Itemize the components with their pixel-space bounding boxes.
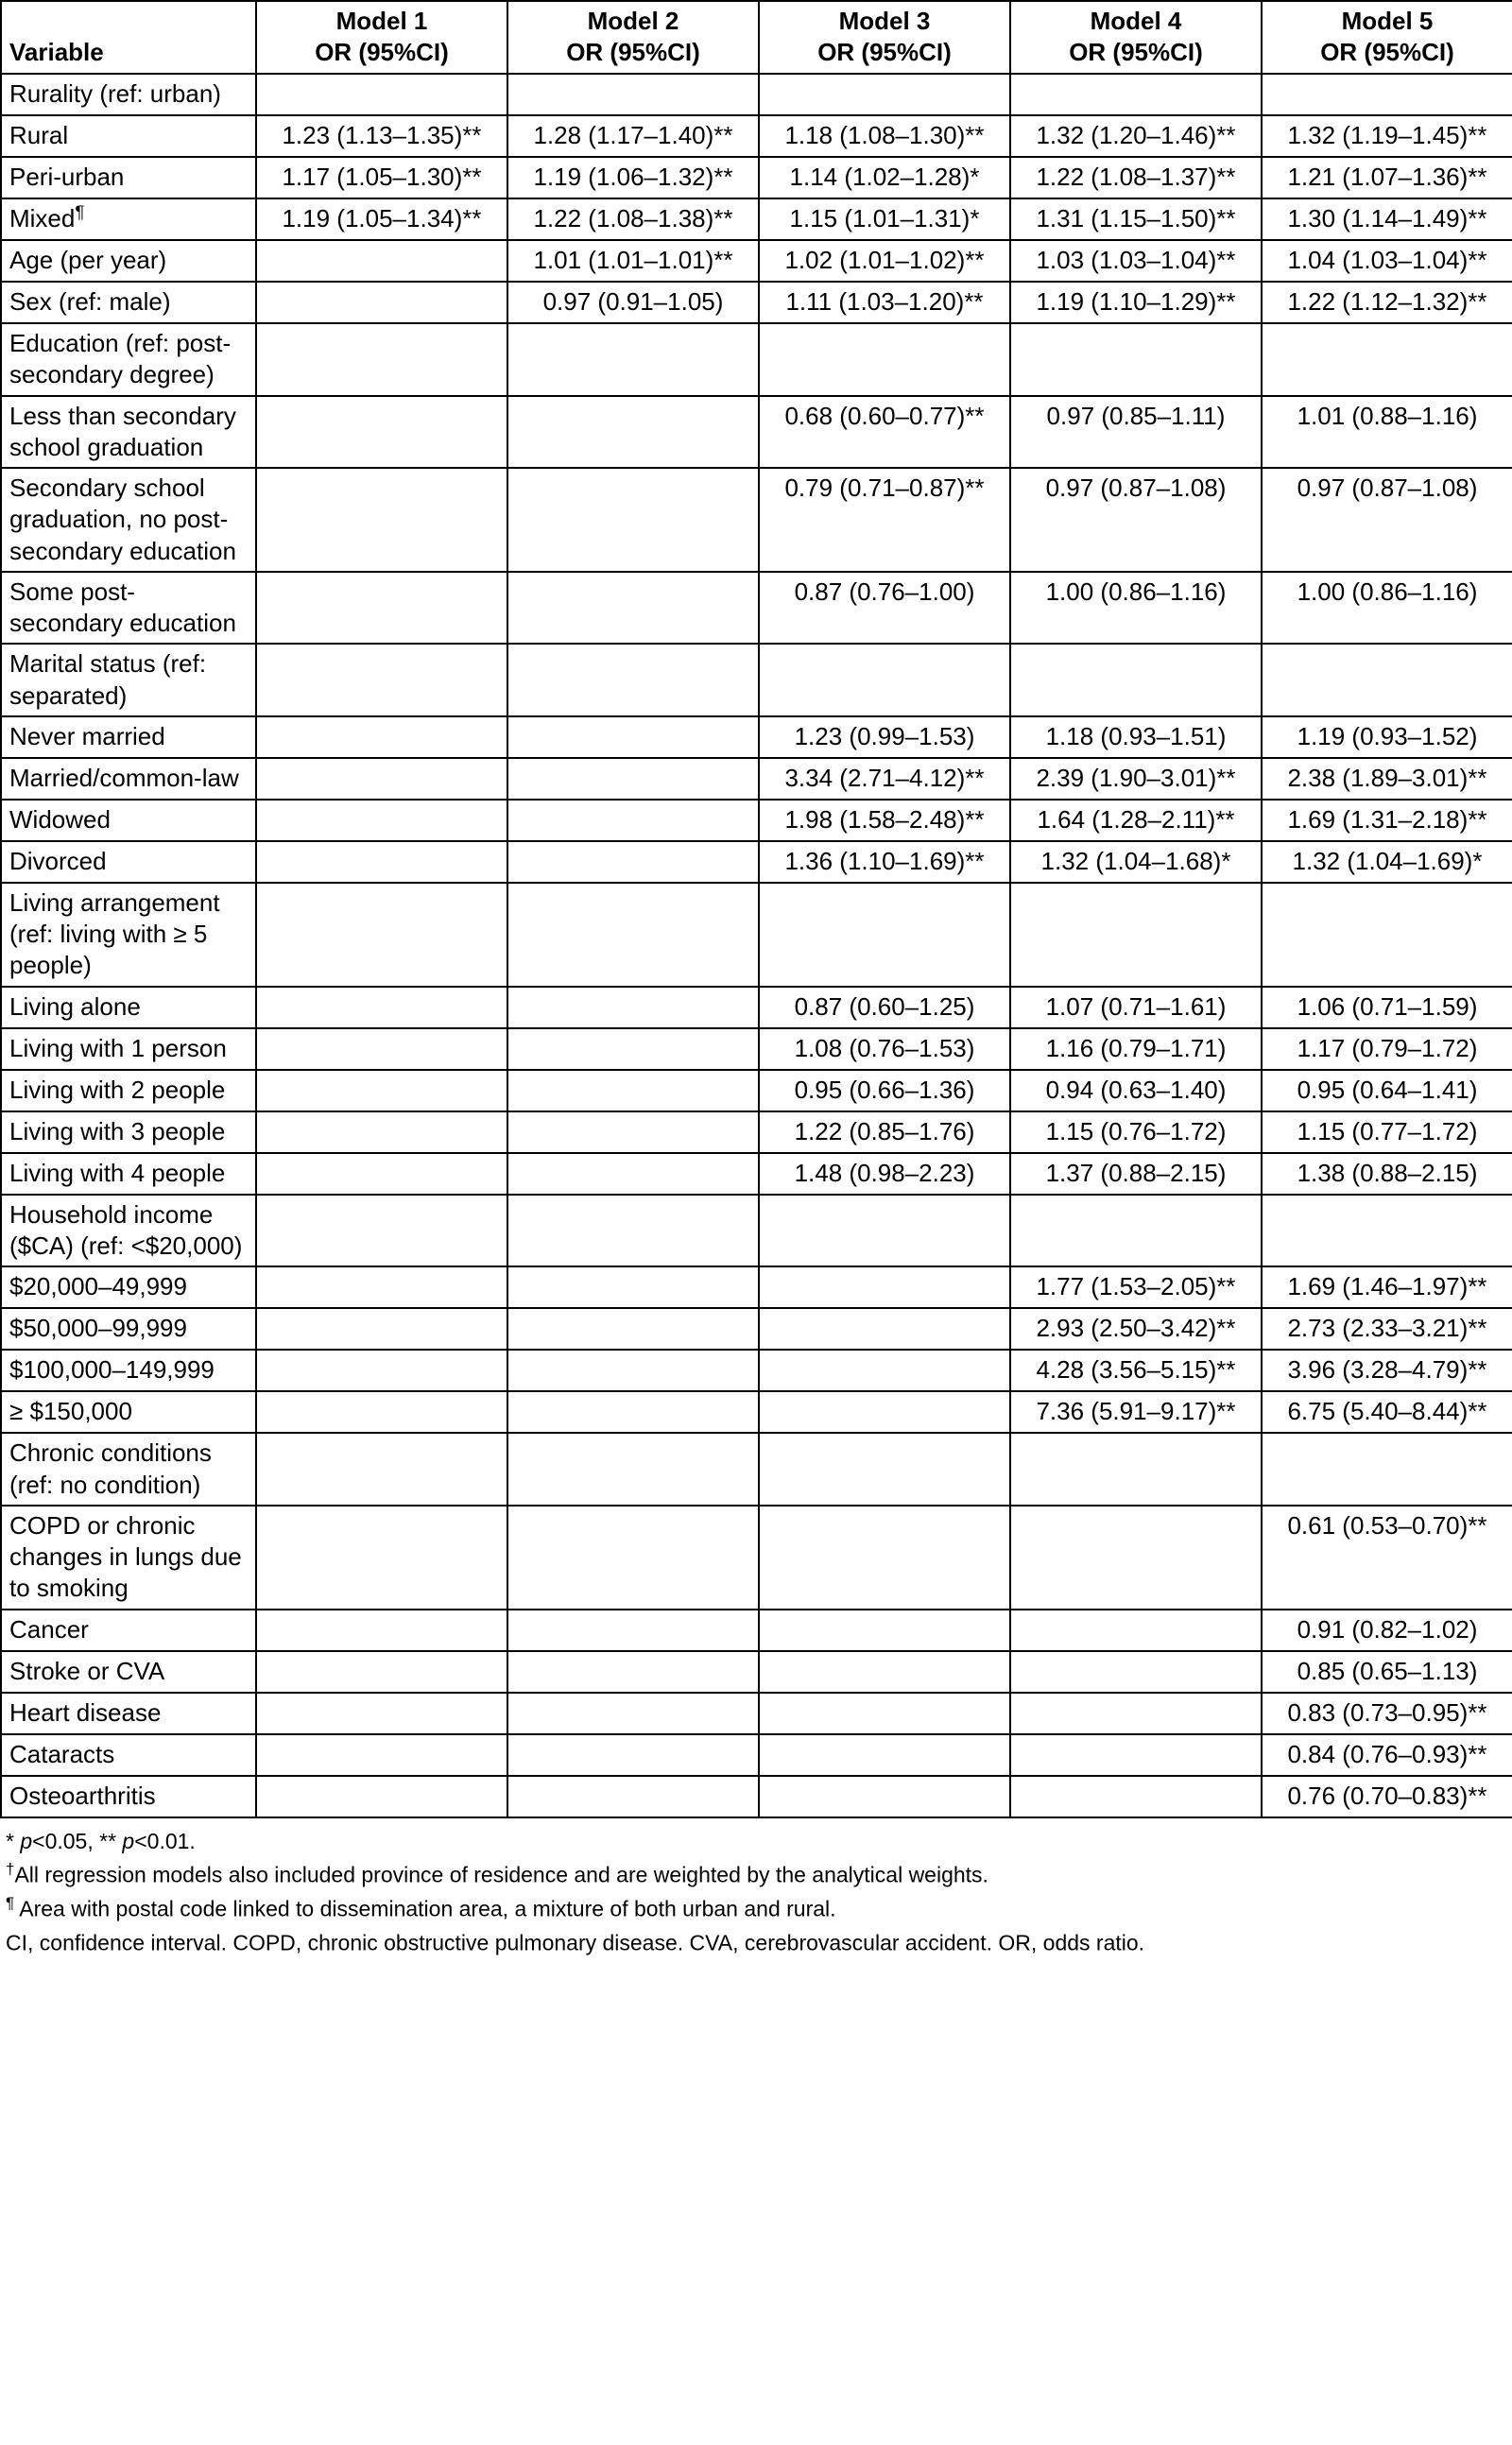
cell-model-2	[507, 1028, 759, 1070]
column-header-model-1	[256, 1, 507, 74]
row-item-label: Living with 2 people	[1, 1070, 256, 1111]
cell-model-5: 3.96 (3.28–4.79)**	[1262, 1350, 1512, 1391]
footnote-line-3-text: CI, confidence interval. COPD, chronic obstructive pulmonary disease. CVA, cerebrovascular accident. OR, odds ratio.	[6, 1930, 1145, 1955]
cell-model-4: 1.07 (0.71–1.61)	[1010, 987, 1262, 1028]
cell-model-3: 0.68 (0.60–0.77)**	[759, 396, 1010, 469]
table-row	[1, 800, 1512, 841]
cell-model-3: 0.87 (0.76–1.00)	[759, 572, 1010, 645]
footnote-significance	[6, 1826, 1512, 1857]
cell-model-1	[256, 1111, 507, 1153]
cell-model-1	[256, 572, 507, 645]
column-header-model-4-sub: OR (95%CI)	[1069, 37, 1203, 66]
cell-model-1	[256, 1610, 507, 1651]
cell-model-3: 1.36 (1.10–1.69)**	[759, 841, 1010, 883]
table-row	[1, 1070, 1512, 1111]
row-group-label: Rurality (ref: urban)	[1, 74, 256, 115]
cell-model-1	[256, 468, 507, 572]
cell-model-2	[507, 987, 759, 1028]
table-row	[1, 1651, 1512, 1693]
table-body	[1, 74, 1512, 1817]
cell-model-2	[507, 1610, 759, 1651]
row-item-label: Never married	[1, 716, 256, 758]
row-group-label: Marital status (ref: separated)	[1, 644, 256, 716]
cell-model-1	[256, 1693, 507, 1734]
cell-model-2	[507, 1776, 759, 1817]
row-group-label: Living arrangement (ref: living with ≥ 5 people)	[1, 883, 256, 987]
table-row	[1, 1195, 1512, 1267]
row-item-label: $20,000–49,999	[1, 1266, 256, 1308]
cell-model-2: 1.28 (1.17–1.40)**	[507, 115, 759, 157]
cell-model-5: 0.83 (0.73–0.95)**	[1262, 1693, 1512, 1734]
footnote-p-italic-2: p	[122, 1828, 135, 1853]
cell-model-2	[507, 800, 759, 841]
column-header-model-3-sub: OR (95%CI)	[817, 37, 952, 66]
row-item-label: Cancer	[1, 1610, 256, 1651]
column-header-model-2-title: Model 2	[587, 7, 679, 35]
row-item-label: Stroke or CVA	[1, 1651, 256, 1693]
cell-model-2: 1.22 (1.08–1.38)**	[507, 198, 759, 240]
cell-model-4	[1010, 883, 1262, 987]
cell-model-2: 1.19 (1.06–1.32)**	[507, 157, 759, 198]
row-item-label: Living with 1 person	[1, 1028, 256, 1070]
footnote-line-1	[6, 1857, 1512, 1891]
column-header-model-5-title: Model 5	[1341, 7, 1434, 35]
cell-model-5: 1.69 (1.31–2.18)**	[1262, 800, 1512, 841]
cell-model-3: 1.18 (1.08–1.30)**	[759, 115, 1010, 157]
cell-model-4: 1.37 (0.88–2.15)	[1010, 1153, 1262, 1195]
table-row	[1, 1028, 1512, 1070]
column-header-model-3-title: Model 3	[838, 7, 931, 35]
cell-model-3	[759, 1506, 1010, 1610]
cell-model-5: 0.97 (0.87–1.08)	[1262, 468, 1512, 572]
cell-model-1	[256, 74, 507, 115]
cell-model-3	[759, 1734, 1010, 1776]
cell-model-4	[1010, 1506, 1262, 1610]
cell-model-1	[256, 1308, 507, 1350]
footnote-line-2-text: Area with postal code linked to dissemination area, a mixture of both urban and rural.	[14, 1896, 836, 1921]
cell-model-4: 1.15 (0.76–1.72)	[1010, 1111, 1262, 1153]
cell-model-3: 1.08 (0.76–1.53)	[759, 1028, 1010, 1070]
cell-model-5	[1262, 74, 1512, 115]
cell-model-3	[759, 323, 1010, 396]
column-header-model-4	[1010, 1, 1262, 74]
cell-model-2	[507, 1693, 759, 1734]
cell-model-4: 7.36 (5.91–9.17)**	[1010, 1391, 1262, 1433]
cell-model-3: 1.11 (1.03–1.20)**	[759, 282, 1010, 323]
cell-model-5	[1262, 323, 1512, 396]
row-item-label: COPD or chronic changes in lungs due to smoking	[1, 1506, 256, 1610]
cell-model-1	[256, 1070, 507, 1111]
cell-model-4: 1.31 (1.15–1.50)**	[1010, 198, 1262, 240]
cell-model-2	[507, 1391, 759, 1433]
cell-model-5: 1.32 (1.04–1.69)*	[1262, 841, 1512, 883]
table-header	[1, 1, 1512, 74]
cell-model-1	[256, 1506, 507, 1610]
cell-model-5	[1262, 1433, 1512, 1506]
cell-model-3	[759, 1433, 1010, 1506]
cell-model-2	[507, 716, 759, 758]
cell-model-5: 1.21 (1.07–1.36)**	[1262, 157, 1512, 198]
table-row	[1, 74, 1512, 115]
cell-model-5: 2.73 (2.33–3.21)**	[1262, 1308, 1512, 1350]
table-row	[1, 115, 1512, 157]
table-row	[1, 841, 1512, 883]
cell-model-3: 0.79 (0.71–0.87)**	[759, 468, 1010, 572]
table-row	[1, 282, 1512, 323]
cell-model-2	[507, 1506, 759, 1610]
cell-model-5: 1.22 (1.12–1.32)**	[1262, 282, 1512, 323]
cell-model-3	[759, 1651, 1010, 1693]
row-item-label: $100,000–149,999	[1, 1350, 256, 1391]
cell-model-3	[759, 74, 1010, 115]
cell-model-4: 0.97 (0.87–1.08)	[1010, 468, 1262, 572]
cell-model-3	[759, 1195, 1010, 1267]
cell-model-1	[256, 800, 507, 841]
cell-model-4	[1010, 1433, 1262, 1506]
cell-model-2	[507, 1266, 759, 1308]
row-item-label: Cataracts	[1, 1734, 256, 1776]
table-footnotes	[0, 1818, 1512, 1965]
cell-model-2	[507, 1308, 759, 1350]
cell-model-2	[507, 1350, 759, 1391]
cell-model-4: 2.39 (1.90–3.01)**	[1010, 758, 1262, 800]
footnote-p-value-1: <0.05, **	[32, 1828, 123, 1853]
row-item-label: Some post-secondary education	[1, 572, 256, 645]
row-item-label: Secondary school graduation, no post-secondary education	[1, 468, 256, 572]
row-group-label: Age (per year)	[1, 240, 256, 282]
cell-model-4: 1.32 (1.04–1.68)*	[1010, 841, 1262, 883]
cell-model-3: 3.34 (2.71–4.12)**	[759, 758, 1010, 800]
cell-model-5: 0.76 (0.70–0.83)**	[1262, 1776, 1512, 1817]
cell-model-2	[507, 883, 759, 987]
table-row	[1, 1111, 1512, 1153]
cell-model-1	[256, 644, 507, 716]
column-header-model-1-title: Model 1	[335, 7, 428, 35]
cell-model-5: 1.06 (0.71–1.59)	[1262, 987, 1512, 1028]
column-header-model-4-title: Model 4	[1090, 7, 1182, 35]
cell-model-3	[759, 1266, 1010, 1308]
cell-model-2	[507, 323, 759, 396]
table-row	[1, 716, 1512, 758]
cell-model-4: 0.94 (0.63–1.40)	[1010, 1070, 1262, 1111]
cell-model-5: 0.84 (0.76–0.93)**	[1262, 1734, 1512, 1776]
cell-model-4: 1.00 (0.86–1.16)	[1010, 572, 1262, 645]
cell-model-4: 1.32 (1.20–1.46)**	[1010, 115, 1262, 157]
cell-model-1	[256, 1776, 507, 1817]
cell-model-4	[1010, 1651, 1262, 1693]
row-group-label: Sex (ref: male)	[1, 282, 256, 323]
cell-model-5: 1.69 (1.46–1.97)**	[1262, 1266, 1512, 1308]
row-item-label: Osteoarthritis	[1, 1776, 256, 1817]
row-item-label: $50,000–99,999	[1, 1308, 256, 1350]
footnote-line-1-marker: †	[6, 1859, 15, 1878]
footnote-star-marker: *	[6, 1828, 21, 1853]
cell-model-3: 0.87 (0.60–1.25)	[759, 987, 1010, 1028]
cell-model-4	[1010, 1734, 1262, 1776]
row-group-label: Education (ref: post-secondary degree)	[1, 323, 256, 396]
row-item-label: Peri-urban	[1, 157, 256, 198]
cell-model-5: 2.38 (1.89–3.01)**	[1262, 758, 1512, 800]
cell-model-2	[507, 1433, 759, 1506]
cell-model-1	[256, 240, 507, 282]
cell-model-5	[1262, 644, 1512, 716]
cell-model-1	[256, 883, 507, 987]
cell-model-3: 1.23 (0.99–1.53)	[759, 716, 1010, 758]
table-row	[1, 1734, 1512, 1776]
column-header-model-5	[1262, 1, 1512, 74]
row-item-label: Married/common-law	[1, 758, 256, 800]
cell-model-1	[256, 1153, 507, 1195]
cell-model-4	[1010, 644, 1262, 716]
cell-model-1	[256, 1734, 507, 1776]
table-row	[1, 644, 1512, 716]
cell-model-1	[256, 758, 507, 800]
cell-model-3	[759, 1610, 1010, 1651]
cell-model-4: 1.77 (1.53–2.05)**	[1010, 1266, 1262, 1308]
table-row	[1, 1391, 1512, 1433]
cell-model-1	[256, 323, 507, 396]
cell-model-5: 1.00 (0.86–1.16)	[1262, 572, 1512, 645]
cell-model-3: 0.95 (0.66–1.36)	[759, 1070, 1010, 1111]
column-header-variable	[1, 1, 256, 74]
column-header-model-2-sub: OR (95%CI)	[566, 37, 700, 66]
table-row	[1, 1693, 1512, 1734]
cell-model-3	[759, 1350, 1010, 1391]
cell-model-2: 1.01 (1.01–1.01)**	[507, 240, 759, 282]
table-row	[1, 572, 1512, 645]
cell-model-5: 1.01 (0.88–1.16)	[1262, 396, 1512, 469]
footnote-marker: ¶	[75, 201, 85, 222]
row-item-label: Living alone	[1, 987, 256, 1028]
cell-model-5: 1.32 (1.19–1.45)**	[1262, 115, 1512, 157]
cell-model-4: 1.18 (0.93–1.51)	[1010, 716, 1262, 758]
table-row	[1, 1308, 1512, 1350]
cell-model-1: 1.17 (1.05–1.30)**	[256, 157, 507, 198]
footnote-line-3	[6, 1925, 1512, 1959]
cell-model-2	[507, 1195, 759, 1267]
cell-model-1	[256, 1028, 507, 1070]
cell-model-5: 0.61 (0.53–0.70)**	[1262, 1506, 1512, 1610]
cell-model-4	[1010, 1610, 1262, 1651]
cell-model-4: 1.64 (1.28–2.11)**	[1010, 800, 1262, 841]
cell-model-2	[507, 758, 759, 800]
cell-model-5: 1.38 (0.88–2.15)	[1262, 1153, 1512, 1195]
cell-model-5: 1.30 (1.14–1.49)**	[1262, 198, 1512, 240]
cell-model-4	[1010, 74, 1262, 115]
footnote-line-2	[6, 1891, 1512, 1925]
cell-model-3: 1.15 (1.01–1.31)*	[759, 198, 1010, 240]
cell-model-2	[507, 841, 759, 883]
cell-model-1: 1.23 (1.13–1.35)**	[256, 115, 507, 157]
table-row	[1, 1433, 1512, 1506]
row-item-label: Living with 3 people	[1, 1111, 256, 1153]
cell-model-1: 1.19 (1.05–1.34)**	[256, 198, 507, 240]
table-row	[1, 396, 1512, 469]
table-row	[1, 157, 1512, 198]
row-item-label: Widowed	[1, 800, 256, 841]
cell-model-1	[256, 1350, 507, 1391]
cell-model-5: 1.19 (0.93–1.52)	[1262, 716, 1512, 758]
table-row	[1, 1610, 1512, 1651]
table-row	[1, 1506, 1512, 1610]
cell-model-4: 4.28 (3.56–5.15)**	[1010, 1350, 1262, 1391]
table-row	[1, 987, 1512, 1028]
cell-model-1	[256, 716, 507, 758]
cell-model-4: 1.22 (1.08–1.37)**	[1010, 157, 1262, 198]
cell-model-2	[507, 1070, 759, 1111]
cell-model-3	[759, 1776, 1010, 1817]
cell-model-1	[256, 987, 507, 1028]
cell-model-5: 1.17 (0.79–1.72)	[1262, 1028, 1512, 1070]
cell-model-3: 1.48 (0.98–2.23)	[759, 1153, 1010, 1195]
cell-model-1	[256, 1433, 507, 1506]
cell-model-2	[507, 1111, 759, 1153]
cell-model-3	[759, 1391, 1010, 1433]
cell-model-2: 0.97 (0.91–1.05)	[507, 282, 759, 323]
cell-model-3: 1.14 (1.02–1.28)*	[759, 157, 1010, 198]
table-row	[1, 1266, 1512, 1308]
cell-model-3: 1.98 (1.58–2.48)**	[759, 800, 1010, 841]
column-header-model-2	[507, 1, 759, 74]
table-row	[1, 1153, 1512, 1195]
cell-model-4	[1010, 1693, 1262, 1734]
cell-model-5	[1262, 883, 1512, 987]
cell-model-5: 1.15 (0.77–1.72)	[1262, 1111, 1512, 1153]
cell-model-3: 1.22 (0.85–1.76)	[759, 1111, 1010, 1153]
cell-model-5	[1262, 1195, 1512, 1267]
cell-model-2	[507, 396, 759, 469]
row-item-label: Divorced	[1, 841, 256, 883]
cell-model-2	[507, 1734, 759, 1776]
footnote-line-1-text: All regression models also included province of residence and are weighted by the analytical weights.	[14, 1862, 988, 1887]
column-header-variable-label: Variable	[9, 37, 104, 66]
footnote-line-2-marker: ¶	[6, 1893, 15, 1912]
cell-model-5: 0.91 (0.82–1.02)	[1262, 1610, 1512, 1651]
cell-model-2	[507, 1153, 759, 1195]
cell-model-3: 1.02 (1.01–1.02)**	[759, 240, 1010, 282]
cell-model-4	[1010, 1195, 1262, 1267]
cell-model-4: 1.19 (1.10–1.29)**	[1010, 282, 1262, 323]
cell-model-3	[759, 1308, 1010, 1350]
row-item-label: ≥ $150,000	[1, 1391, 256, 1433]
header-row	[1, 1, 1512, 74]
cell-model-1	[256, 1195, 507, 1267]
cell-model-4: 1.16 (0.79–1.71)	[1010, 1028, 1262, 1070]
cell-model-1	[256, 841, 507, 883]
cell-model-1	[256, 1391, 507, 1433]
row-item-label: Mixed¶	[1, 198, 256, 240]
table-row	[1, 883, 1512, 987]
cell-model-2	[507, 1651, 759, 1693]
cell-model-1	[256, 1651, 507, 1693]
column-header-model-1-sub: OR (95%CI)	[315, 37, 449, 66]
cell-model-1	[256, 1266, 507, 1308]
row-group-label: Chronic conditions (ref: no condition)	[1, 1433, 256, 1506]
table-row	[1, 1776, 1512, 1817]
cell-model-5: 6.75 (5.40–8.44)**	[1262, 1391, 1512, 1433]
footnote-p-value-2: <0.01.	[134, 1828, 196, 1853]
table-row	[1, 323, 1512, 396]
row-group-label: Household income ($CA) (ref: <$20,000)	[1, 1195, 256, 1267]
cell-model-3	[759, 644, 1010, 716]
cell-model-4: 2.93 (2.50–3.42)**	[1010, 1308, 1262, 1350]
cell-model-2	[507, 468, 759, 572]
cell-model-2	[507, 644, 759, 716]
cell-model-4	[1010, 323, 1262, 396]
cell-model-2	[507, 74, 759, 115]
column-header-model-5-sub: OR (95%CI)	[1320, 37, 1454, 66]
row-item-label: Living with 4 people	[1, 1153, 256, 1195]
table-row	[1, 198, 1512, 240]
row-item-label: Rural	[1, 115, 256, 157]
cell-model-5: 0.85 (0.65–1.13)	[1262, 1651, 1512, 1693]
cell-model-5: 1.04 (1.03–1.04)**	[1262, 240, 1512, 282]
cell-model-5: 0.95 (0.64–1.41)	[1262, 1070, 1512, 1111]
cell-model-4: 1.03 (1.03–1.04)**	[1010, 240, 1262, 282]
cell-model-4: 0.97 (0.85–1.11)	[1010, 396, 1262, 469]
column-header-model-3	[759, 1, 1010, 74]
table-row	[1, 758, 1512, 800]
cell-model-1	[256, 396, 507, 469]
table-row	[1, 240, 1512, 282]
row-item-label: Less than secondary school graduation	[1, 396, 256, 469]
cell-model-3	[759, 883, 1010, 987]
table-row	[1, 1350, 1512, 1391]
cell-model-1	[256, 282, 507, 323]
table-row	[1, 468, 1512, 572]
cell-model-3	[759, 1693, 1010, 1734]
cell-model-4	[1010, 1776, 1262, 1817]
cell-model-2	[507, 572, 759, 645]
row-item-label: Heart disease	[1, 1693, 256, 1734]
footnote-p-italic: p	[20, 1828, 33, 1853]
